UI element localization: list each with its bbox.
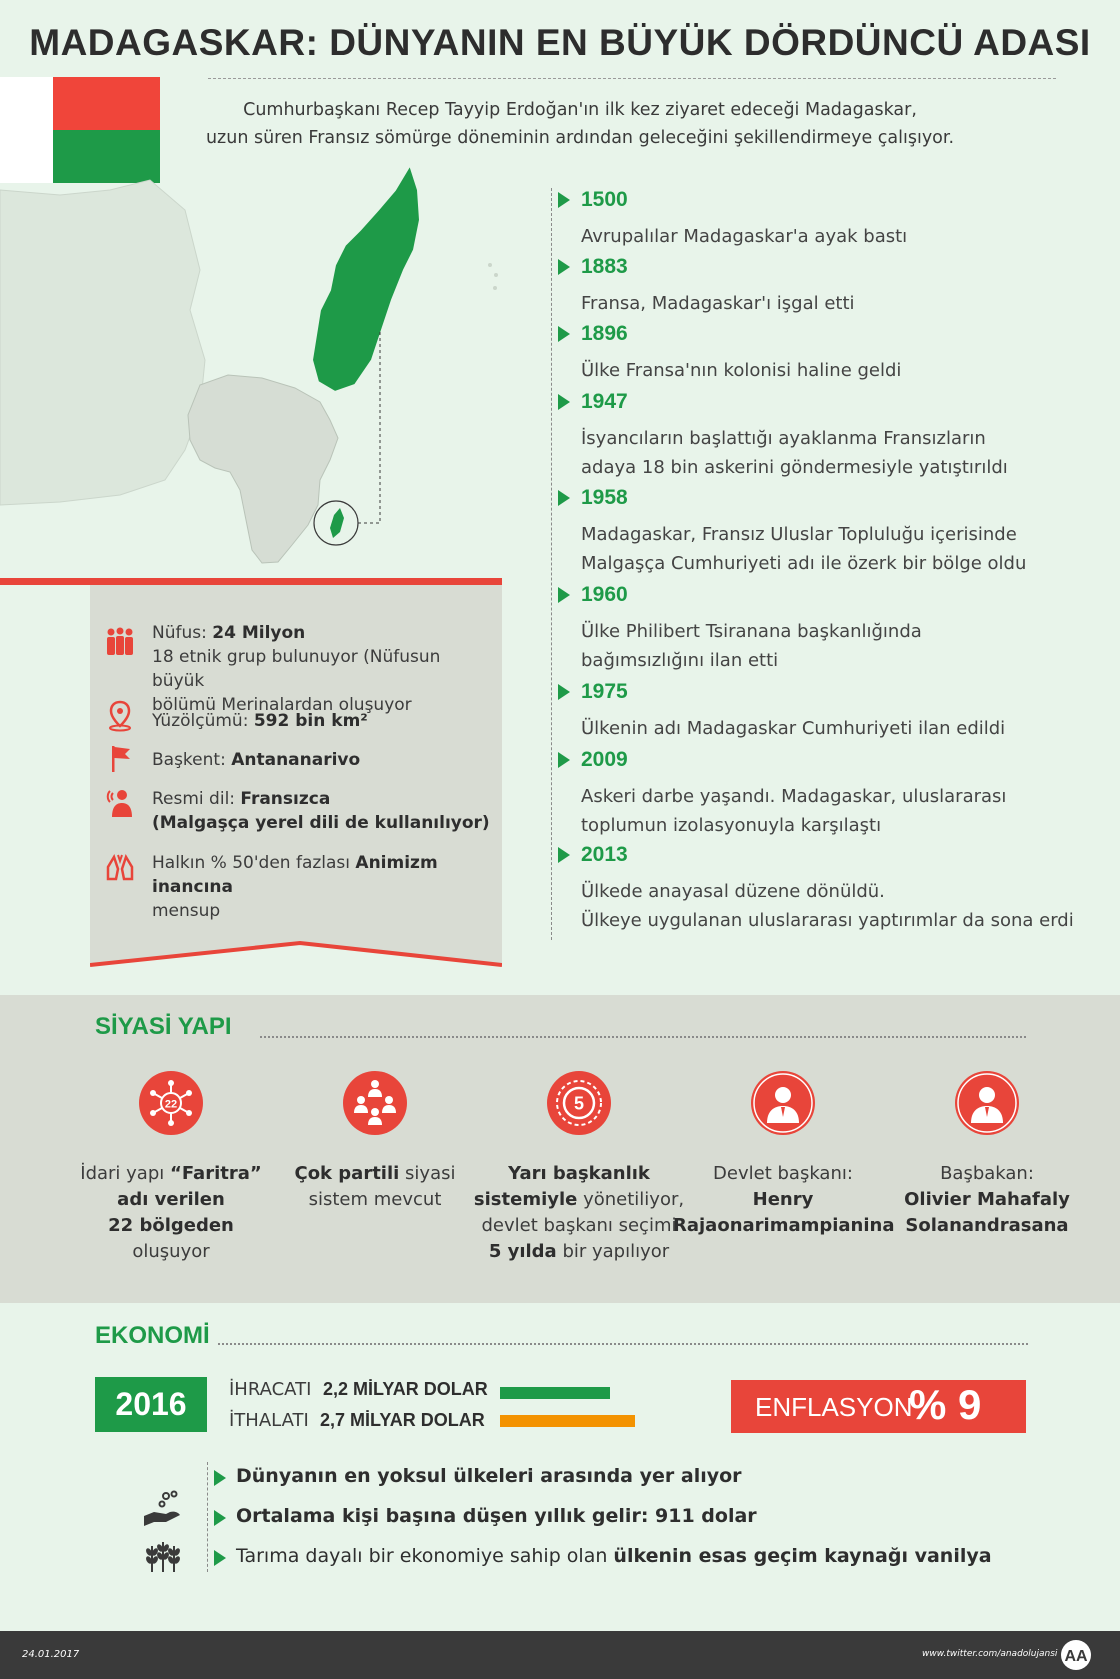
timeline-text: Askeri darbe yaşandı. Madagaskar, uluslararası xyxy=(581,786,1007,807)
flag-icon xyxy=(104,743,136,775)
timeline-year: 2013 xyxy=(581,843,628,866)
mainland-coast-shape xyxy=(0,180,205,505)
timeline-text: adaya 18 bin askerini göndermesiyle yatıştırıldı xyxy=(581,457,1008,478)
politics-title-divider xyxy=(260,1036,1026,1038)
prime-minister-person-icon xyxy=(955,1071,1019,1135)
gov-text-post-3: bir yapılıyor xyxy=(556,1241,670,1262)
timeline-arrow-icon xyxy=(558,684,570,700)
president-person-icon xyxy=(751,1071,815,1135)
language-value: Fransızca xyxy=(240,789,331,809)
timeline-text: toplumun izolasyonuyla karşılaştı xyxy=(581,815,882,836)
africa-map-shape xyxy=(188,375,338,563)
economy-year-badge: 2016 xyxy=(95,1377,207,1432)
info-box-top-border xyxy=(0,578,502,585)
religion-pre: Halkın % 50'den fazlası xyxy=(152,853,356,873)
timeline-text: Malgaşça Cumhuriyeti adı ile özerk bir bölge oldu xyxy=(581,553,1027,574)
economy-bullets-divider xyxy=(207,1462,208,1572)
timeline-text: bağımsızlığını ilan etti xyxy=(581,650,779,671)
timeline-year: 1960 xyxy=(581,583,628,606)
party-text-post-2: sistem mevcut xyxy=(308,1189,442,1210)
footer xyxy=(0,1631,1120,1679)
footer-date: 24.01.2017 xyxy=(22,1649,80,1660)
population-value: 24 Milyon xyxy=(212,623,306,643)
regions-icon-label: 22 xyxy=(164,1098,178,1111)
prime-minister-text xyxy=(877,1161,1097,1239)
capital-info xyxy=(152,748,492,772)
bullet-arrow-icon xyxy=(214,1510,226,1526)
five-years-timer-icon xyxy=(547,1071,611,1135)
timeline-arrow-icon xyxy=(558,490,570,506)
inflation-badge xyxy=(731,1380,1026,1433)
party-system-text xyxy=(265,1161,485,1213)
capital-value: Antananarivo xyxy=(231,750,361,770)
area-value: 592 bin km² xyxy=(253,711,368,731)
bullet-arrow-icon xyxy=(214,1550,226,1566)
prime-minister-name-1: Olivier Mahafaly xyxy=(904,1189,1070,1210)
language-label: Resmi dil: xyxy=(152,789,241,809)
population-icon xyxy=(104,626,136,658)
inflation-value: % 9 xyxy=(909,1381,982,1428)
economy-title-divider xyxy=(218,1343,1028,1345)
aa-logo-icon xyxy=(1058,1639,1094,1671)
inflation-label: ENFLASYON xyxy=(755,1392,913,1422)
praying-hands-icon xyxy=(104,851,136,883)
madagascar-mini-shape xyxy=(330,508,344,538)
intro-text xyxy=(180,96,980,152)
capital-label: Başkent: xyxy=(152,750,232,770)
gov-text-bold-2: sistemiyle xyxy=(473,1189,578,1210)
population-note-1: 18 etnik grup bulunuyor (Nüfusun büyük xyxy=(152,647,441,691)
party-text-bold: Çok partili xyxy=(294,1163,400,1184)
timeline-arrow-icon xyxy=(558,752,570,768)
timeline-text: Avrupalılar Madagaskar'a ayak bastı xyxy=(581,226,908,247)
timeline-text: Ülke Philibert Tsiranana başkanlığında xyxy=(581,621,922,642)
prime-minister-label: Başbakan: xyxy=(940,1163,1034,1184)
intro-line-2: uzun süren Fransız sömürge döneminin ardından geleceğini şekillendirmeye çalışıyor. xyxy=(205,128,955,148)
timeline-text: Madagaskar, Fransız Uluslar Topluluğu içerisinde xyxy=(581,524,1017,545)
timeline-text: Fransa, Madagaskar'ı işgal etti xyxy=(581,293,855,314)
admin-text-pre: İdari yapı xyxy=(80,1163,170,1184)
wheat-icon xyxy=(140,1538,186,1574)
economy-bullet-2: Ortalama kişi başına düşen yıllık gelir: 911 dolar xyxy=(236,1505,757,1527)
timeline-year: 1896 xyxy=(581,322,628,345)
timeline-arrow-icon xyxy=(558,326,570,342)
timeline-text: Ülkeye uygulanan uluslararası yaptırımlar da sona erdi xyxy=(581,910,1074,931)
gov-text-line-3: devlet başkanı seçimi xyxy=(481,1215,677,1236)
language-note: (Malgaşça yerel dili de kullanılıyor) xyxy=(152,813,490,833)
religion-info xyxy=(152,851,492,923)
population-label: Nüfus: xyxy=(152,623,213,643)
economy-bullet-3-pre: Tarıma dayalı bir ekonomiye sahip olan xyxy=(236,1545,614,1567)
regions-network-icon xyxy=(139,1071,203,1135)
aa-logo-text: AA xyxy=(1064,1648,1088,1665)
president-name-1: Henry xyxy=(752,1189,814,1210)
multi-party-people-icon xyxy=(343,1071,407,1135)
island-dot xyxy=(494,273,498,277)
religion-value: Animizm inancına xyxy=(152,853,438,897)
timeline-arrow-icon xyxy=(558,587,570,603)
president-text xyxy=(673,1161,893,1239)
population-note-2: bölümü Merinalardan oluşuyor xyxy=(152,695,412,715)
hand-coins-icon xyxy=(140,1490,186,1530)
speaker-person-icon xyxy=(104,787,136,819)
area-label: Yüzölçümü: xyxy=(152,711,254,731)
timeline-year: 2009 xyxy=(581,748,628,771)
export-value: 2,2 MİLYAR DOLAR xyxy=(323,1379,488,1399)
timeline-arrow-icon xyxy=(558,394,570,410)
timeline-year: 1975 xyxy=(581,680,628,703)
admin-text-faritra: “Faritra” xyxy=(169,1163,262,1184)
title-divider xyxy=(208,78,1056,79)
language-info xyxy=(152,787,492,835)
bullet-arrow-icon xyxy=(214,1470,226,1486)
import-label: İTHALATI xyxy=(229,1410,309,1431)
timeline-text: Ülke Fransa'nın kolonisi haline geldi xyxy=(581,360,902,381)
economy-bullet-3 xyxy=(236,1545,992,1567)
import-bar xyxy=(500,1415,635,1427)
politics-title: SİYASİ YAPI xyxy=(95,1013,232,1040)
party-text-post-1: siyasi xyxy=(399,1163,456,1184)
area-info xyxy=(152,709,492,733)
export-label: İHRACATI xyxy=(229,1379,312,1400)
twitter-link[interactable]: www.twitter.com/anadolujansi xyxy=(922,1649,1058,1659)
import-value: 2,7 MİLYAR DOLAR xyxy=(320,1410,485,1430)
gov-text-post-1: yönetiliyor, xyxy=(577,1189,685,1210)
economy-bullet-3-bold: ülkenin esas geçim kaynağı vanilya xyxy=(613,1545,992,1567)
intro-line-1: Cumhurbaşkanı Recep Tayyip Erdoğan'ın ilk kez ziyaret edeceği Madagaskar, xyxy=(243,100,917,120)
admin-structure-text xyxy=(61,1161,281,1265)
timeline-text: Ülkenin adı Madagaskar Cumhuriyeti ilan edildi xyxy=(581,718,1006,739)
timeline-year: 1883 xyxy=(581,255,628,278)
timeline-arrow-icon xyxy=(558,259,570,275)
religion-post: mensup xyxy=(152,901,221,921)
economy-bullet-1: Dünyanın en yoksul ülkeleri arasında yer alıyor xyxy=(236,1465,742,1487)
gov-text-bold-1: Yarı başkanlık xyxy=(508,1163,650,1184)
info-box-bottom-edge xyxy=(90,925,502,971)
flag-red-stripe xyxy=(53,77,160,130)
timeline-year: 1500 xyxy=(581,188,628,211)
timeline-arrow-icon xyxy=(558,847,570,863)
gov-text-bold-3: 5 yılda xyxy=(488,1241,557,1262)
timeline-text: İsyancıların başlattığı ayaklanma Fransızların xyxy=(581,428,986,449)
admin-text-post: oluşuyor xyxy=(132,1241,210,1262)
five-years-icon-label: 5 xyxy=(573,1093,585,1114)
island-dot xyxy=(488,263,492,267)
admin-text-regions: 22 bölgeden xyxy=(108,1215,234,1236)
economy-title: EKONOMİ xyxy=(95,1322,210,1349)
madagascar-map-shape xyxy=(312,165,420,392)
admin-text-named: adı verilen xyxy=(117,1189,225,1210)
prime-minister-name-2: Solanandrasana xyxy=(905,1215,1069,1236)
president-label: Devlet başkanı: xyxy=(713,1163,853,1184)
map-illustration xyxy=(0,150,560,580)
timeline-arrow-icon xyxy=(558,192,570,208)
government-system-text xyxy=(469,1161,689,1265)
page-title: MADAGASKAR: DÜNYANIN EN BÜYÜK DÖRDÜNCÜ ADASI xyxy=(29,22,1091,63)
island-dot xyxy=(493,286,497,290)
population-info xyxy=(152,621,492,717)
president-name-2: Rajaonarimampianina xyxy=(673,1215,895,1236)
timeline-year: 1947 xyxy=(581,390,628,413)
location-pin-icon xyxy=(104,700,136,732)
timeline-year: 1958 xyxy=(581,486,628,509)
export-bar xyxy=(500,1387,610,1399)
timeline-text: Ülkede anayasal düzene dönüldü. xyxy=(581,881,885,902)
